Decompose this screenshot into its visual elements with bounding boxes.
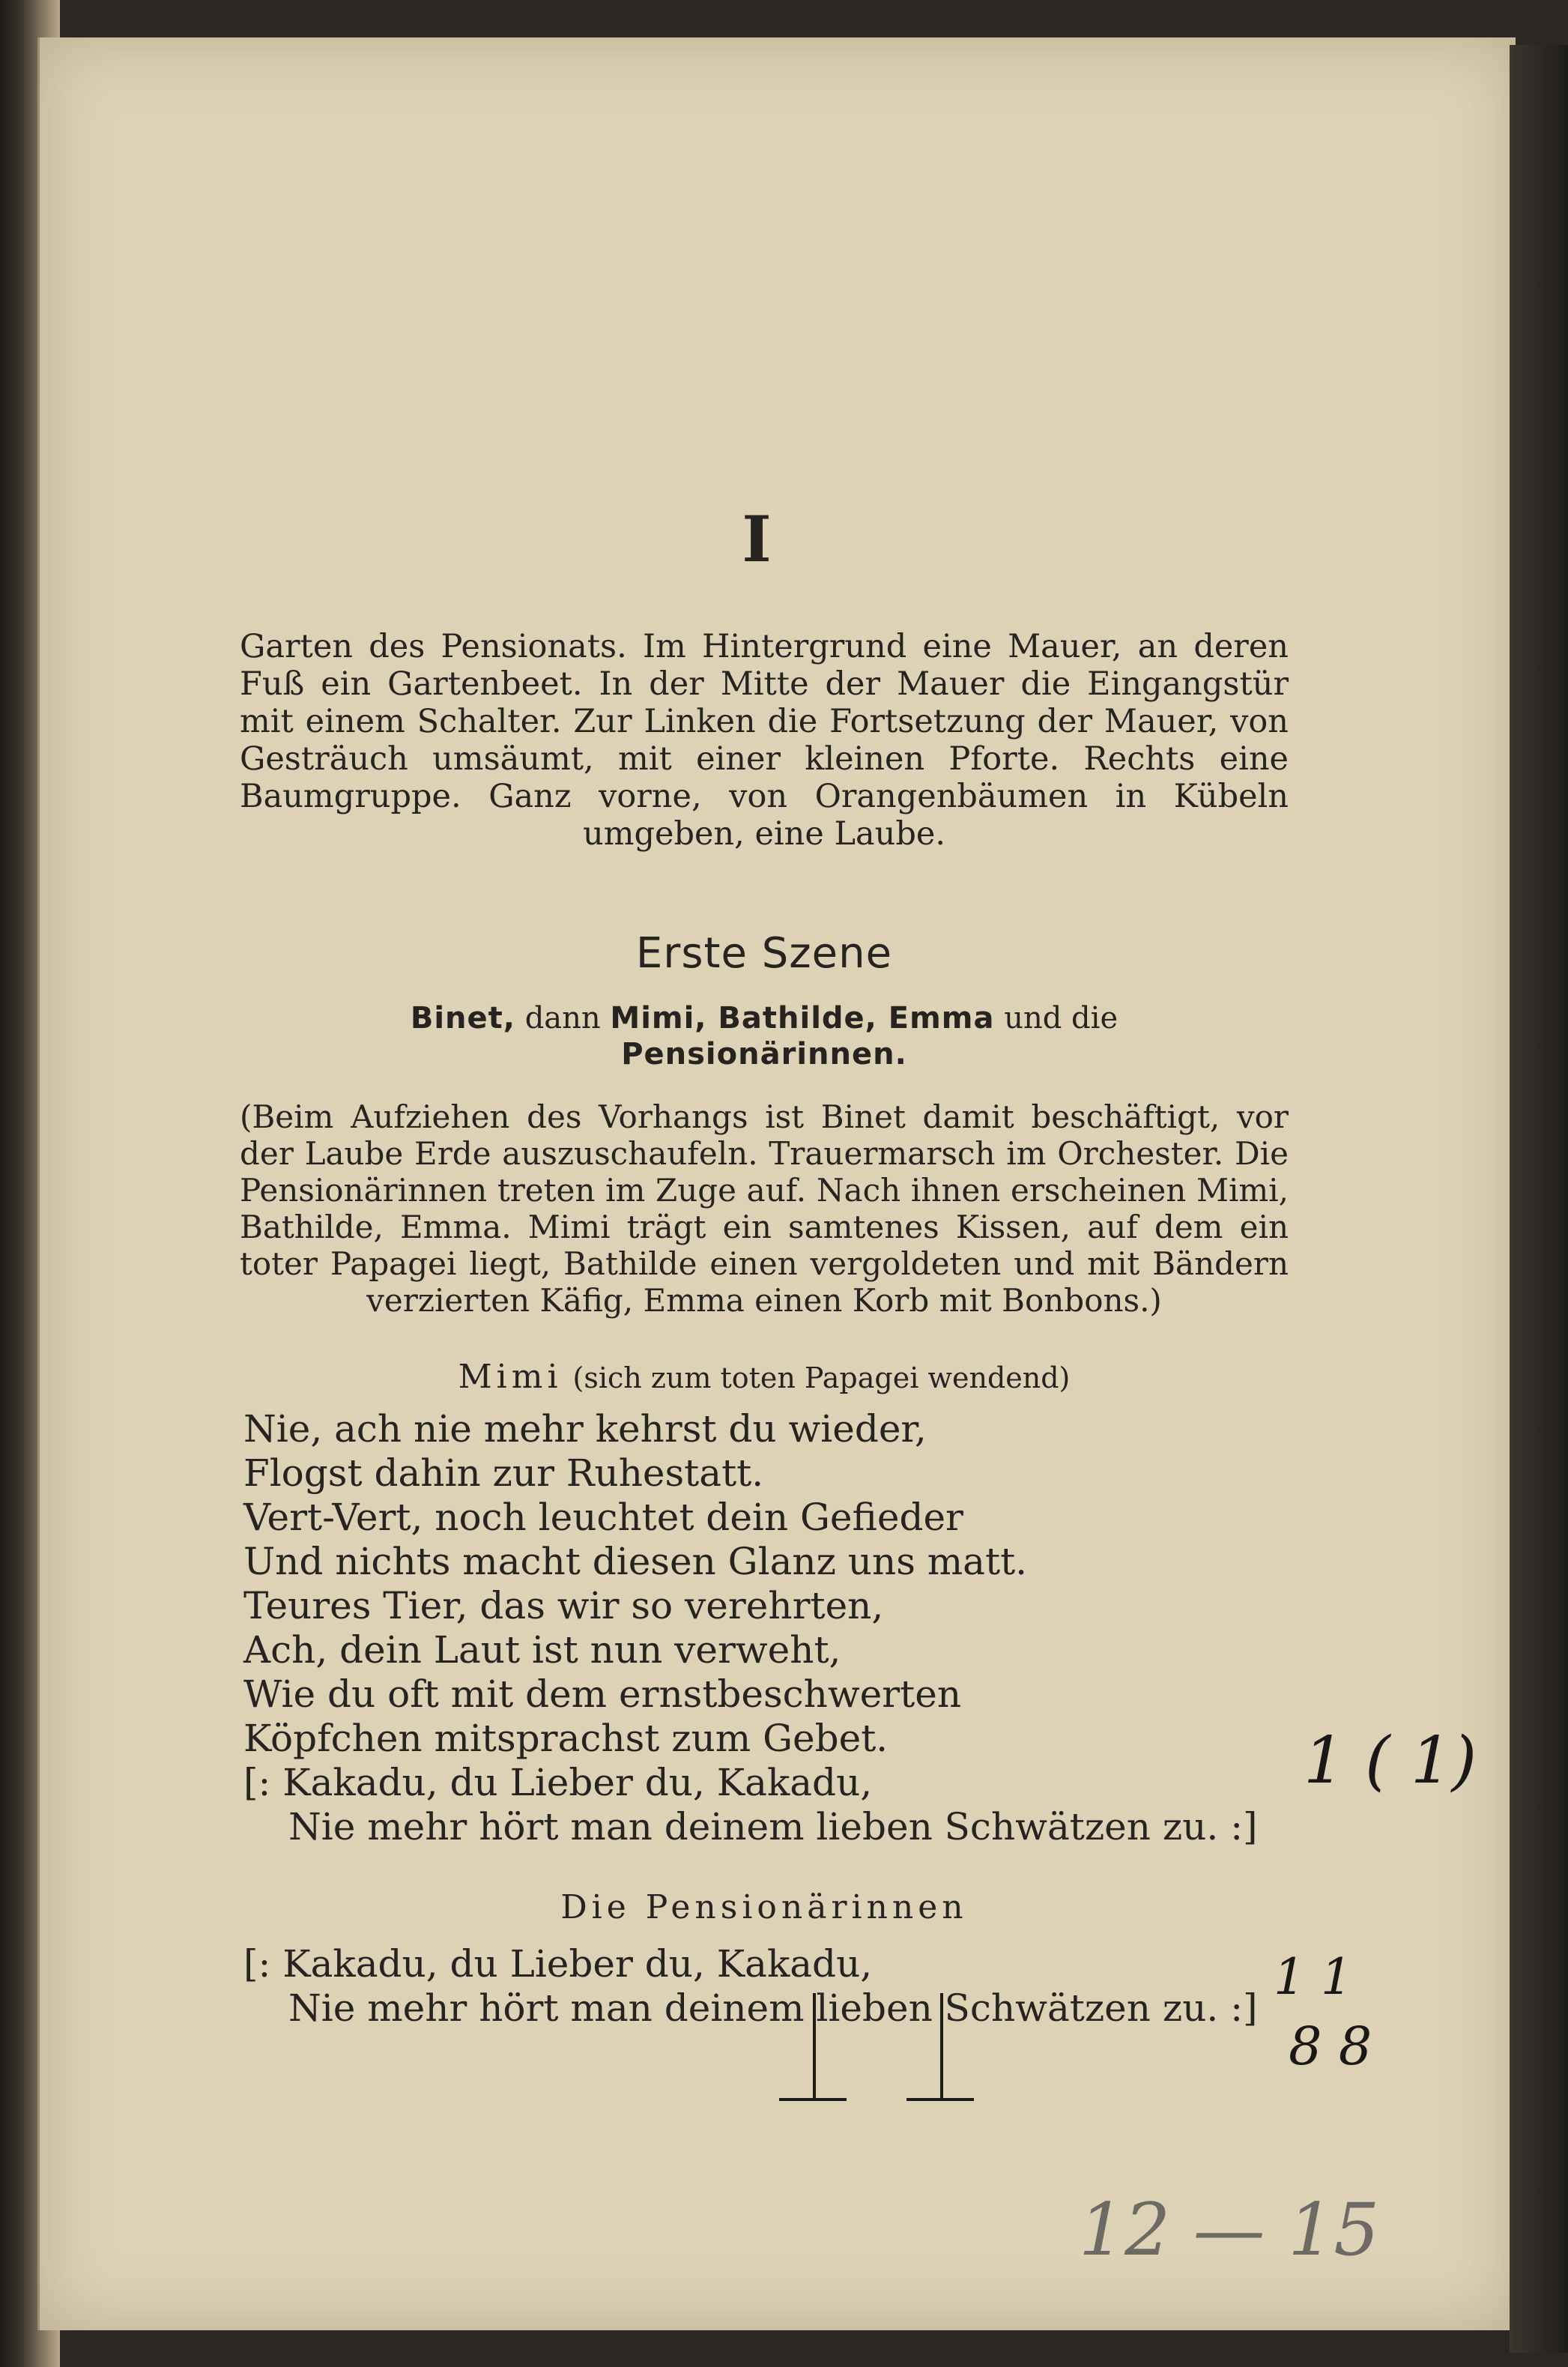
speaker-direction: (sich zum toten Papagei wendend) <box>572 1361 1071 1394</box>
verse-line: Flogst dahin zur Ruhestatt. <box>243 1451 764 1495</box>
speaker-name: Die Pensionärinnen <box>560 1888 968 1926</box>
stage-direction: (Beim Aufziehen des Vorhangs ist Binet damit beschäftigt, vor der Laube Erde auszuschaufeln. Trauermarsch im Orchester. Die Pensionärinnen treten im Zuge auf. Nach ihnen erscheinen Mimi, Bathilde, Emma. Mimi trägt ein samtenes Kissen, auf dem ein toter Papagei liegt, Bathilde einen vergoldeten und mit Bändern verzierten Käfig, Emma einen Korb mit Bonbons.) <box>240 1098 1289 1319</box>
page-edge <box>1510 45 1568 2353</box>
speaker-pensionaerinnen <box>240 1888 1289 1926</box>
mimi-verse <box>243 1407 1258 1849</box>
setting-description <box>240 628 1289 853</box>
verse-line: Und nichts macht diesen Glanz uns matt. <box>243 1540 1028 1583</box>
cast-pensionaerinnen: Pensionärinnen. <box>621 1037 907 1071</box>
pensionaerinnen-verse <box>243 1942 1258 2031</box>
cast-connector-2: und die <box>994 1001 1119 1036</box>
ink-bracket <box>813 1993 816 2098</box>
speaker-name: Mimi <box>458 1358 563 1396</box>
handwritten-note: 1 1 <box>1274 1948 1352 2006</box>
cast-main-girls: Mimi, Bathilde, Emma <box>610 1001 995 1036</box>
cast-list <box>240 1000 1289 1072</box>
cast-connector-1: dann <box>515 1001 611 1036</box>
ink-underline <box>779 2098 847 2101</box>
verse-line: [: Kakadu, du Lieber du, Kakadu, <box>243 1942 873 1986</box>
verse-line: Wie du oft mit dem ernstbeschwerten <box>243 1672 962 1716</box>
verse-line: Nie, ach nie mehr kehrst du wieder, <box>243 1407 927 1451</box>
verse-line: Teures Tier, das wir so verehrten, <box>243 1584 884 1627</box>
scene-title: Erste Szene <box>635 929 893 978</box>
handwritten-note: 1 ( 1) <box>1304 1723 1477 1798</box>
verse-line: Vert-Vert, noch leuchtet dein Gefieder <box>243 1496 963 1539</box>
handwritten-note: 8 8 <box>1289 2016 1372 2077</box>
pencil-note: 12 — 15 <box>1079 2188 1380 2272</box>
verse-line: [: Kakadu, du Lieber du, Kakadu, <box>243 1761 873 1804</box>
verse-line: Ach, dein Laut ist nun verweht, <box>243 1628 841 1672</box>
act-number: I <box>742 502 772 576</box>
verse-line: Nie mehr hört man deinem lieben Schwätzen zu. :] <box>288 1986 1258 2030</box>
cast-binet: Binet, <box>410 1001 515 1036</box>
speaker-mimi <box>240 1358 1289 1396</box>
ink-underline <box>906 2098 974 2101</box>
ink-bracket <box>940 1993 943 2098</box>
verse-line: Nie mehr hört man deinem lieben Schwätzen zu. :] <box>288 1805 1258 1848</box>
verse-line: Köpfchen mitsprachst zum Gebet. <box>243 1717 889 1760</box>
setting-text: Garten des Pensionats. Im Hintergrund eine Mauer, an deren Fuß ein Gartenbeet. In der Mitte der Mauer die Eingangstür mit einem Schalter. Zur Linken die Fortsetzung der Mauer, von Gesträuch umsäumt, mit einer kleinen Pforte. Rechts eine Baumgruppe. Ganz vorne, von Orangenbäumen in Kübeln umgeben, eine Laube. <box>240 628 1289 853</box>
